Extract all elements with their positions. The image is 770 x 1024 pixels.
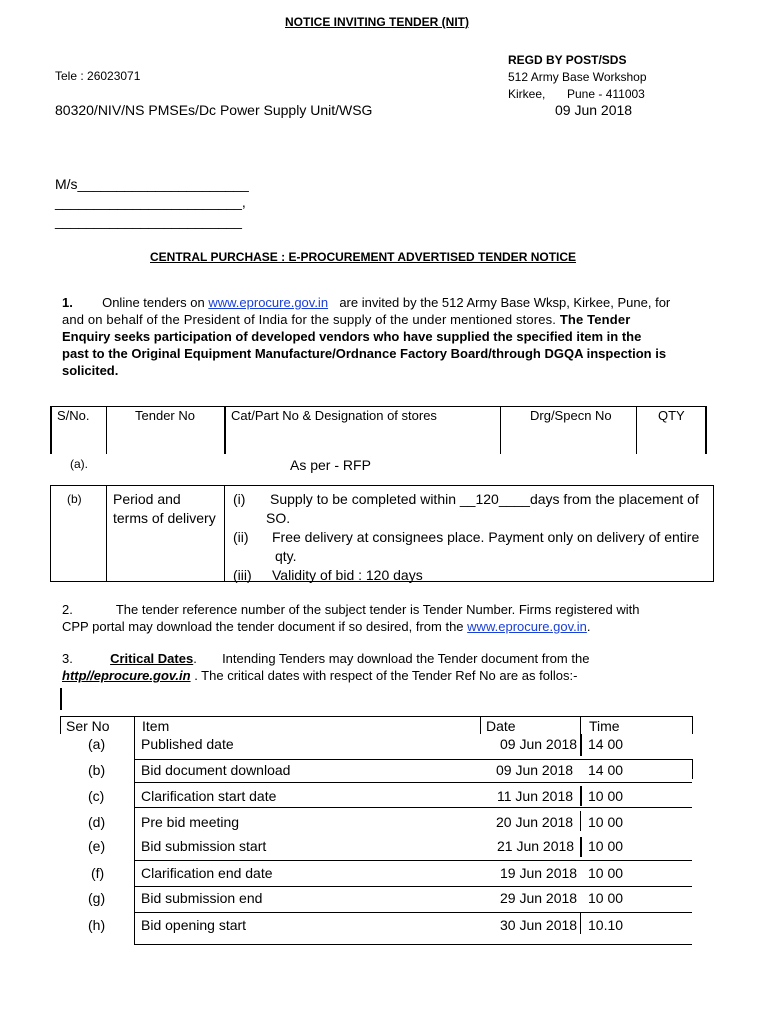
dates-header-time: Time bbox=[589, 718, 620, 734]
para2-line1: The tender reference number of the subject tender is Tender Number. Firms registered with bbox=[115, 602, 640, 617]
dates-row-b-ser: (b) bbox=[88, 762, 106, 778]
eprocure-link-1[interactable]: www.eprocure.gov.in bbox=[208, 295, 329, 310]
dates-row-c-item: Clarification start date bbox=[141, 788, 277, 804]
dates-row-g-time: 10 00 bbox=[588, 890, 624, 906]
para2-line2-pre: CPP portal may download the tender document if so desired, from the bbox=[62, 619, 464, 634]
notice-date: 09 Jun 2018 bbox=[555, 102, 633, 118]
delivery-item-ii-line1: Free delivery at consignees place. Payment only on delivery of entire bbox=[272, 529, 700, 545]
dates-row-c-date: 11 Jun 2018 bbox=[497, 788, 574, 804]
delivery-item-ii-line2: qty. bbox=[275, 548, 297, 564]
dates-row-f-time: 10 00 bbox=[588, 865, 624, 881]
dates-row-b-date: 09 Jun 2018 bbox=[496, 762, 574, 778]
para2-line2-post: . bbox=[586, 619, 591, 634]
addressee-line2: ________________________, bbox=[55, 194, 246, 210]
address-city: Kirkee, bbox=[508, 87, 546, 101]
dates-row-f-ser: (f) bbox=[91, 865, 105, 881]
dates-row-f-item: Clarification end date bbox=[141, 865, 273, 881]
dates-row-d-date: 20 Jun 2018 bbox=[496, 814, 574, 830]
dates-row-h-time: 10.10 bbox=[588, 917, 624, 933]
addressee-line1: M/s______________________ bbox=[55, 176, 249, 192]
tele-number: Tele : 26023071 bbox=[55, 69, 141, 83]
dates-row-a-time: 14 00 bbox=[588, 736, 624, 752]
dates-row-a-date: 09 Jun 2018 bbox=[500, 736, 578, 752]
dates-header-ser: Ser No bbox=[66, 718, 110, 734]
addressee-line3: ________________________ bbox=[55, 213, 242, 229]
para3-number: 3. bbox=[62, 651, 73, 666]
dates-row-a-item: Published date bbox=[141, 736, 234, 752]
para1-line5: solicited. bbox=[62, 363, 119, 378]
delivery-item-iii-line1: Validity of bid : 120 days bbox=[272, 567, 423, 583]
notice-title: NOTICE INVITING TENDER (NIT) bbox=[285, 15, 469, 29]
dates-row-d-time: 10 00 bbox=[588, 814, 624, 830]
dates-row-d-ser: (d) bbox=[88, 814, 106, 830]
subject-heading: CENTRAL PURCHASE : E-PROCUREMENT ADVERTISED TENDER NOTICE bbox=[150, 250, 577, 264]
para1-line4: past to the Original Equipment Manufacture/Ordnance Factory Board/through DGQA inspection is bbox=[62, 346, 667, 361]
dates-row-g-item: Bid submission end bbox=[141, 890, 263, 906]
dates-row-c-time: 10 00 bbox=[588, 788, 624, 804]
para1-line2: and on behalf of the President of India for the supply of the under mentioned stores. bbox=[62, 312, 557, 327]
delivery-item-i-line2: SO. bbox=[266, 510, 291, 526]
dates-row-b-time: 14 00 bbox=[588, 762, 624, 778]
para1-number: 1. bbox=[62, 295, 73, 310]
dates-header-date: Date bbox=[486, 718, 516, 734]
regd-label: REGD BY POST/SDS bbox=[508, 53, 627, 67]
para3-line1-rest: Intending Tenders may download the Tender document from the bbox=[222, 651, 590, 666]
paragraph-3 bbox=[62, 650, 722, 684]
header-sno: S/No. bbox=[57, 408, 90, 423]
dates-row-c-ser: (c) bbox=[88, 788, 105, 804]
dates-row-e-ser: (e) bbox=[88, 838, 106, 854]
delivery-item-i-line1: Supply to be completed within __120____days from the placement of bbox=[270, 491, 699, 507]
dates-row-g-date: 29 Jun 2018 bbox=[500, 890, 578, 906]
dates-row-e-date: 21 Jun 2018 bbox=[497, 838, 575, 854]
eprocure-link-2[interactable]: www.eprocure.gov.in bbox=[467, 619, 587, 634]
header-tender-no: Tender No bbox=[135, 408, 195, 423]
header-qty: QTY bbox=[658, 408, 685, 423]
para3-line2-rest: . The critical dates with respect of the Tender Ref No are as follos:- bbox=[190, 668, 578, 683]
margin-mark bbox=[60, 688, 62, 710]
dates-row-h-ser: (h) bbox=[88, 917, 106, 933]
delivery-item-ii-num: (ii) bbox=[233, 529, 249, 545]
dates-row-d-item: Pre bid meeting bbox=[141, 814, 240, 830]
header-cat-part-no: Cat/Part No & Designation of stores bbox=[231, 408, 437, 423]
header-drg-specn: Drg/Specn No bbox=[530, 408, 612, 423]
address-line1: 512 Army Base Workshop bbox=[508, 70, 647, 84]
dates-row-g-ser: (g) bbox=[88, 890, 106, 906]
row-a-value: As per - RFP bbox=[290, 457, 371, 473]
period-label-line1: Period and bbox=[113, 491, 181, 507]
para3-heading: Critical Dates bbox=[110, 651, 194, 666]
dates-row-h-item: Bid opening start bbox=[141, 917, 247, 933]
dates-row-e-time: 10 00 bbox=[588, 838, 624, 854]
critical-dates-link[interactable]: http//eprocure.gov.in bbox=[62, 668, 191, 683]
delivery-item-i-num: (i) bbox=[233, 491, 246, 507]
paragraph-2 bbox=[62, 601, 722, 635]
row-a-label: (a). bbox=[70, 457, 88, 471]
dates-row-f-date: 19 Jun 2018 bbox=[500, 865, 578, 881]
dates-row-h-date: 30 Jun 2018 bbox=[500, 917, 578, 933]
para1-pre-link: Online tenders on bbox=[102, 295, 205, 310]
paragraph-1 bbox=[62, 294, 722, 379]
para1-post-link: are invited by the 512 Army Base Wksp, Kirkee, Pune, for bbox=[339, 295, 671, 310]
para2-number: 2. bbox=[62, 602, 73, 617]
row-b-label: (b) bbox=[67, 492, 82, 506]
reference-number: 80320/NIV/NS PMSEs/Dc Power Supply Unit/WSG bbox=[55, 102, 373, 118]
dates-row-e-item: Bid submission start bbox=[141, 838, 267, 854]
delivery-item-iii-num: (iii) bbox=[233, 567, 252, 583]
para3-heading-dot: . bbox=[193, 651, 197, 666]
period-label-line2: terms of delivery bbox=[113, 510, 216, 526]
dates-row-b-item: Bid document download bbox=[141, 762, 291, 778]
dates-row-a-ser: (a) bbox=[88, 736, 106, 752]
dates-header-item: Item bbox=[142, 718, 170, 734]
para1-line2-bold: The Tender bbox=[559, 312, 631, 327]
address-pin: Pune - 411003 bbox=[567, 87, 645, 101]
para1-line3: Enquiry seeks participation of developed vendors who have supplied the specified item in the bbox=[62, 329, 642, 344]
